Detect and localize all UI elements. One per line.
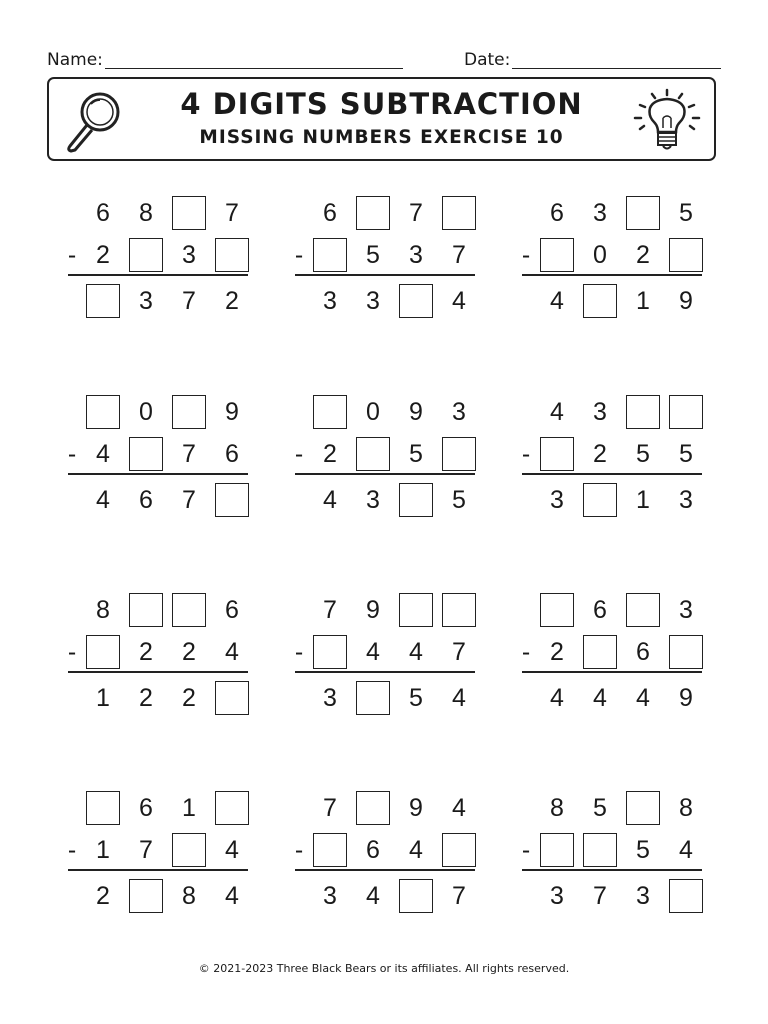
digit: 6 <box>96 199 110 227</box>
digit: 4 <box>636 684 650 712</box>
digit: 4 <box>452 684 466 712</box>
digit: 1 <box>636 486 650 514</box>
digit: 4 <box>550 398 564 426</box>
minus-sign: - <box>294 440 304 468</box>
answer-line <box>68 671 248 673</box>
missing-digit-box[interactable] <box>442 437 476 471</box>
date-field[interactable] <box>512 68 721 69</box>
digit: 3 <box>366 486 380 514</box>
missing-digit-box[interactable] <box>399 284 433 318</box>
digit: 3 <box>182 241 196 269</box>
digit: 3 <box>323 882 337 910</box>
missing-digit-box[interactable] <box>583 483 617 517</box>
digit: 4 <box>323 486 337 514</box>
digit: 9 <box>409 398 423 426</box>
magnifying-glass-icon <box>62 90 126 154</box>
missing-digit-box[interactable] <box>626 395 660 429</box>
digit: 6 <box>225 440 239 468</box>
minus-sign: - <box>67 241 77 269</box>
missing-digit-box[interactable] <box>669 879 703 913</box>
digit: 4 <box>409 638 423 666</box>
digit: 8 <box>139 199 153 227</box>
minus-sign: - <box>521 836 531 864</box>
missing-digit-box[interactable] <box>172 196 206 230</box>
answer-line <box>295 671 475 673</box>
digit: 5 <box>452 486 466 514</box>
digit: 3 <box>550 486 564 514</box>
missing-digit-box[interactable] <box>215 483 249 517</box>
lightbulb-icon <box>630 88 704 154</box>
digit: 0 <box>593 241 607 269</box>
digit: 7 <box>452 241 466 269</box>
answer-line <box>295 869 475 871</box>
answer-line <box>68 869 248 871</box>
missing-digit-box[interactable] <box>583 284 617 318</box>
digit: 7 <box>452 638 466 666</box>
digit: 3 <box>593 398 607 426</box>
answer-line <box>522 869 702 871</box>
missing-digit-box[interactable] <box>583 833 617 867</box>
digit: 5 <box>366 241 380 269</box>
missing-digit-box[interactable] <box>86 635 120 669</box>
answer-line <box>68 473 248 475</box>
digit: 3 <box>139 287 153 315</box>
digit: 0 <box>139 398 153 426</box>
digit: 8 <box>550 794 564 822</box>
digit: 6 <box>593 596 607 624</box>
missing-digit-box[interactable] <box>356 681 390 715</box>
title-box <box>47 77 716 161</box>
minus-sign: - <box>67 836 77 864</box>
digit: 7 <box>452 882 466 910</box>
answer-line <box>295 274 475 276</box>
digit: 5 <box>679 199 693 227</box>
missing-digit-box[interactable] <box>399 483 433 517</box>
page-subtitle: MISSING NUMBERS EXERCISE 10 <box>199 127 564 148</box>
missing-digit-box[interactable] <box>129 593 163 627</box>
digit: 4 <box>225 836 239 864</box>
answer-line <box>522 671 702 673</box>
digit: 2 <box>182 638 196 666</box>
missing-digit-box[interactable] <box>172 395 206 429</box>
minus-sign: - <box>67 440 77 468</box>
minus-sign: - <box>294 241 304 269</box>
digit: 2 <box>636 241 650 269</box>
missing-digit-box[interactable] <box>86 395 120 429</box>
minus-sign: - <box>521 638 531 666</box>
digit: 7 <box>593 882 607 910</box>
missing-digit-box[interactable] <box>399 593 433 627</box>
digit: 4 <box>96 440 110 468</box>
digit: 3 <box>409 241 423 269</box>
missing-digit-box[interactable] <box>669 635 703 669</box>
digit: 7 <box>182 440 196 468</box>
digit: 5 <box>636 836 650 864</box>
digit: 3 <box>679 596 693 624</box>
digit: 5 <box>679 440 693 468</box>
subtraction-problem <box>295 593 505 713</box>
missing-digit-box[interactable] <box>215 238 249 272</box>
digit: 4 <box>225 882 239 910</box>
missing-digit-box[interactable] <box>626 196 660 230</box>
digit: 3 <box>593 199 607 227</box>
answer-line <box>522 274 702 276</box>
name-label: Name: <box>47 50 103 70</box>
digit: 6 <box>550 199 564 227</box>
subtraction-problem <box>68 791 278 911</box>
missing-digit-box[interactable] <box>215 791 249 825</box>
subtraction-problem <box>295 196 505 316</box>
missing-digit-box[interactable] <box>540 593 574 627</box>
missing-digit-box[interactable] <box>669 395 703 429</box>
digit: 7 <box>225 199 239 227</box>
minus-sign: - <box>521 241 531 269</box>
digit: 9 <box>679 287 693 315</box>
missing-digit-box[interactable] <box>540 437 574 471</box>
digit: 2 <box>96 241 110 269</box>
subtraction-problem <box>68 395 278 515</box>
minus-sign: - <box>521 440 531 468</box>
missing-digit-box[interactable] <box>86 284 120 318</box>
digit: 5 <box>636 440 650 468</box>
digit: 7 <box>323 596 337 624</box>
missing-digit-box[interactable] <box>172 593 206 627</box>
digit: 4 <box>452 794 466 822</box>
missing-digit-box[interactable] <box>626 791 660 825</box>
digit: 3 <box>323 684 337 712</box>
missing-digit-box[interactable] <box>540 238 574 272</box>
digit: 1 <box>636 287 650 315</box>
digit: 5 <box>409 684 423 712</box>
digit: 2 <box>593 440 607 468</box>
digit: 2 <box>139 638 153 666</box>
digit: 9 <box>366 596 380 624</box>
subtraction-problem <box>522 791 732 911</box>
digit: 6 <box>366 836 380 864</box>
missing-digit-box[interactable] <box>313 238 347 272</box>
digit: 2 <box>550 638 564 666</box>
missing-digit-box[interactable] <box>313 635 347 669</box>
digit: 2 <box>323 440 337 468</box>
digit: 2 <box>225 287 239 315</box>
name-field[interactable] <box>105 68 403 69</box>
digit: 8 <box>679 794 693 822</box>
digit: 3 <box>550 882 564 910</box>
digit: 3 <box>323 287 337 315</box>
digit: 4 <box>550 684 564 712</box>
digit: 5 <box>409 440 423 468</box>
digit: 4 <box>593 684 607 712</box>
missing-digit-box[interactable] <box>313 833 347 867</box>
digit: 7 <box>182 287 196 315</box>
subtraction-problem <box>68 593 278 713</box>
digit: 1 <box>182 794 196 822</box>
subtraction-problem <box>522 395 732 515</box>
digit: 1 <box>96 836 110 864</box>
missing-digit-box[interactable] <box>129 238 163 272</box>
missing-digit-box[interactable] <box>129 437 163 471</box>
copyright-footer: © 2021-2023 Three Black Bears or its affiliates. All rights reserved. <box>198 962 570 975</box>
missing-digit-box[interactable] <box>86 791 120 825</box>
digit: 3 <box>452 398 466 426</box>
subtraction-problem <box>68 196 278 316</box>
digit: 9 <box>225 398 239 426</box>
digit: 2 <box>96 882 110 910</box>
digit: 7 <box>323 794 337 822</box>
answer-line <box>68 274 248 276</box>
digit: 4 <box>225 638 239 666</box>
digit: 3 <box>366 287 380 315</box>
missing-digit-box[interactable] <box>442 833 476 867</box>
digit: 3 <box>679 486 693 514</box>
digit: 2 <box>139 684 153 712</box>
digit: 7 <box>182 486 196 514</box>
digit: 1 <box>96 684 110 712</box>
digit: 8 <box>96 596 110 624</box>
missing-digit-box[interactable] <box>442 196 476 230</box>
digit: 2 <box>182 684 196 712</box>
missing-digit-box[interactable] <box>669 238 703 272</box>
digit: 9 <box>679 684 693 712</box>
answer-line <box>295 473 475 475</box>
digit: 4 <box>366 882 380 910</box>
digit: 6 <box>139 794 153 822</box>
subtraction-problem <box>295 395 505 515</box>
missing-digit-box[interactable] <box>356 196 390 230</box>
digit: 7 <box>409 199 423 227</box>
subtraction-problem <box>522 196 732 316</box>
missing-digit-box[interactable] <box>540 833 574 867</box>
missing-digit-box[interactable] <box>172 833 206 867</box>
subtraction-problem <box>295 791 505 911</box>
digit: 6 <box>636 638 650 666</box>
missing-digit-box[interactable] <box>442 593 476 627</box>
digit: 4 <box>409 836 423 864</box>
digit: 6 <box>323 199 337 227</box>
digit: 6 <box>139 486 153 514</box>
digit: 4 <box>366 638 380 666</box>
minus-sign: - <box>67 638 77 666</box>
digit: 3 <box>636 882 650 910</box>
minus-sign: - <box>294 638 304 666</box>
digit: 9 <box>409 794 423 822</box>
missing-digit-box[interactable] <box>215 681 249 715</box>
digit: 8 <box>182 882 196 910</box>
missing-digit-box[interactable] <box>356 437 390 471</box>
digit: 4 <box>679 836 693 864</box>
missing-digit-box[interactable] <box>626 593 660 627</box>
page-title: 4 DIGITS SUBTRACTION <box>180 87 583 121</box>
digit: 6 <box>225 596 239 624</box>
missing-digit-box[interactable] <box>129 879 163 913</box>
digit: 5 <box>593 794 607 822</box>
missing-digit-box[interactable] <box>313 395 347 429</box>
missing-digit-box[interactable] <box>356 791 390 825</box>
date-label: Date: <box>464 50 511 70</box>
minus-sign: - <box>294 836 304 864</box>
digit: 7 <box>139 836 153 864</box>
subtraction-problem <box>522 593 732 713</box>
answer-line <box>522 473 702 475</box>
digit: 0 <box>366 398 380 426</box>
missing-digit-box[interactable] <box>399 879 433 913</box>
missing-digit-box[interactable] <box>583 635 617 669</box>
digit: 4 <box>550 287 564 315</box>
digit: 4 <box>96 486 110 514</box>
digit: 4 <box>452 287 466 315</box>
